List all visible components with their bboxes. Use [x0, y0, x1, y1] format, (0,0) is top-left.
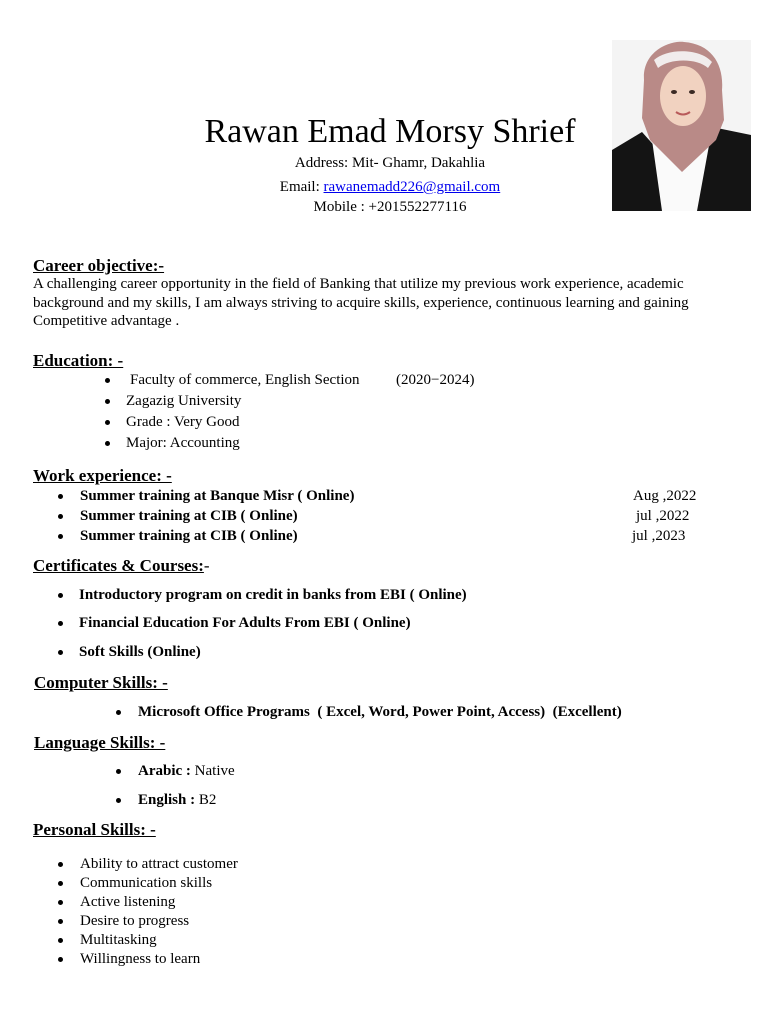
bullet-icon [105, 378, 110, 383]
bullet-icon [58, 621, 63, 626]
mobile-line: Mobile : +201552277116 [313, 199, 467, 215]
certificates-heading-line [33, 556, 210, 576]
personal-heading: Personal Skills: - [33, 820, 156, 839]
bullet-icon [105, 420, 110, 425]
bullet-icon [58, 862, 63, 867]
work-date: jul ,2023 [632, 528, 686, 544]
email-label: Email: [279, 179, 324, 195]
candidate-name: Rawan Emad Morsy Shrief [204, 113, 576, 150]
work-date: Aug ,2022 [633, 488, 697, 504]
language-heading: Language Skills: - [34, 733, 166, 752]
bullet-icon [116, 798, 121, 803]
bullet-icon [58, 534, 63, 539]
bullet-icon [58, 514, 63, 519]
work-heading: Work experience: - [33, 466, 172, 485]
bullet-icon [105, 441, 110, 446]
bullet-icon [58, 957, 63, 962]
bullet-icon [58, 900, 63, 905]
bullet-icon [58, 494, 63, 499]
education-heading: Education: - [33, 351, 124, 370]
language-name: English : [138, 792, 196, 808]
language-level: Native [190, 763, 235, 779]
bullet-icon [105, 399, 110, 404]
bullet-icon [58, 593, 63, 598]
address-line: Address: Mit- Ghamr, Dakahlia [294, 155, 486, 171]
language-level: B2 [195, 792, 217, 808]
bullet-icon [116, 769, 121, 774]
bullet-icon [58, 650, 63, 655]
career-objective-text: A challenging career opportunity in the field of Banking that utilize my previous work experience, academic background and my skills, I am always striving to acquire skills, experience, continuous learning and gaining Competitive advantage . [33, 276, 689, 329]
profile-photo [612, 40, 751, 211]
education-dates: (2020−2024) [396, 372, 475, 388]
language-name: Arabic : [138, 763, 191, 779]
work-date: jul ,2022 [636, 508, 690, 524]
bullet-icon [58, 938, 63, 943]
certificates-heading-suffix: - [203, 556, 210, 575]
computer-heading: Computer Skills: - [34, 673, 168, 692]
career-heading: Career objective:- [33, 256, 165, 275]
bullet-icon [58, 881, 63, 886]
certificates-heading: Certificates & Courses: [33, 556, 204, 575]
bullet-icon [116, 710, 121, 715]
email-link[interactable]: rawanemadd226@gmail.com [323, 179, 501, 195]
bullet-icon [58, 919, 63, 924]
